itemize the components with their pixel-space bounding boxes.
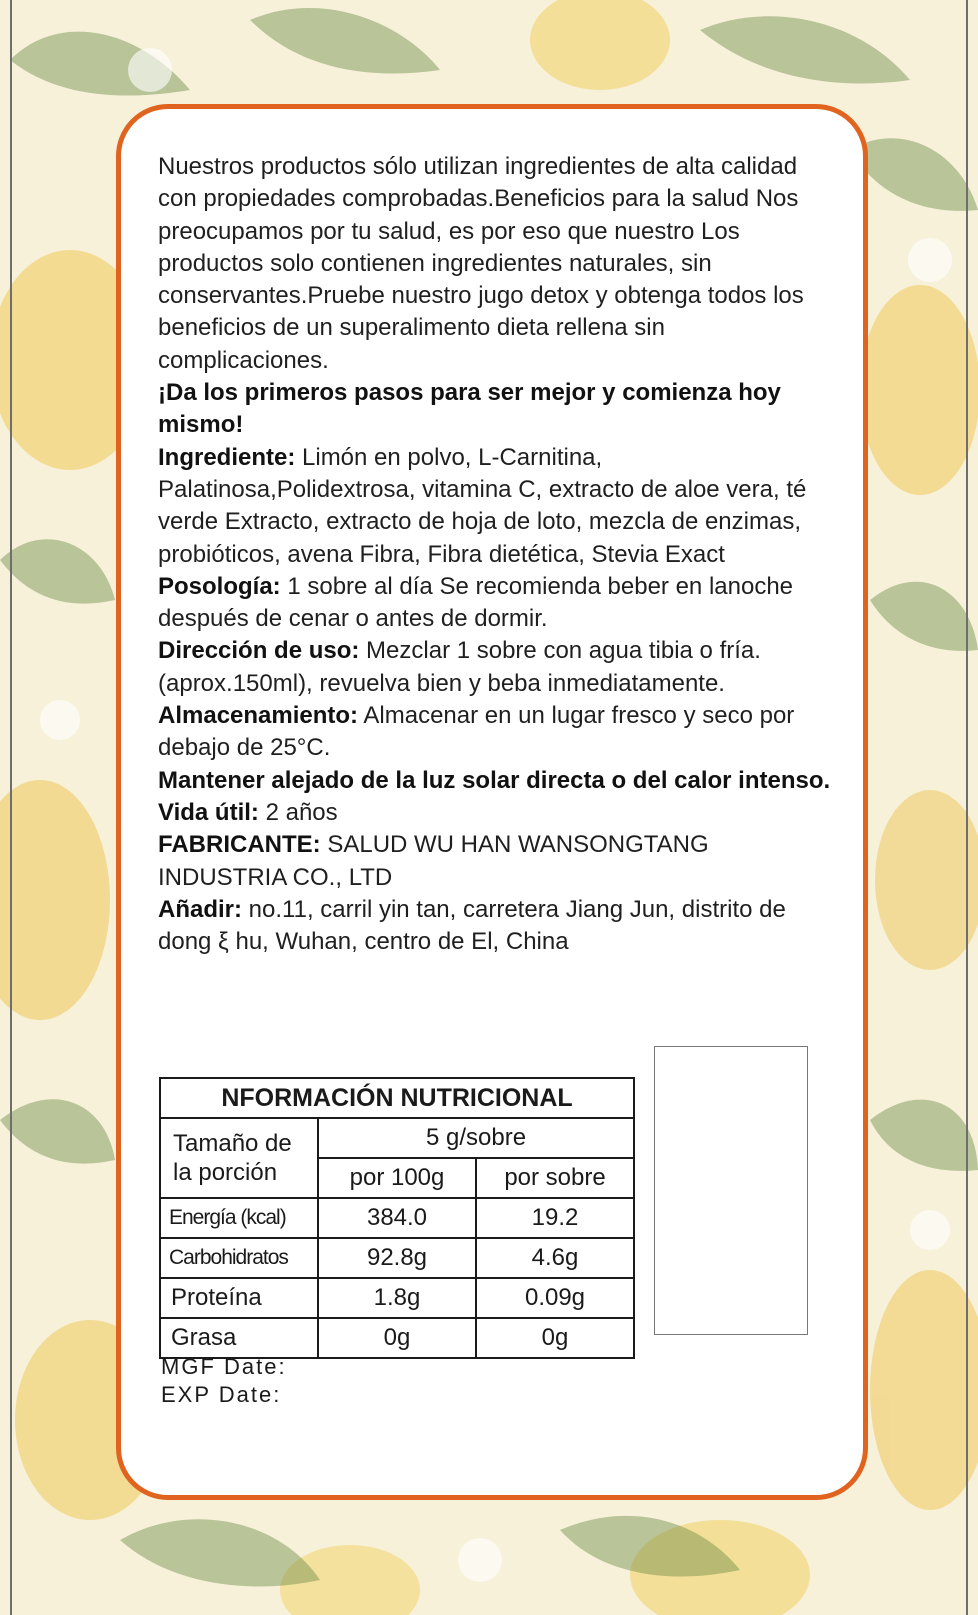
row-label: Proteína (160, 1278, 318, 1318)
nutrition-title: NFORMACIÓN NUTRICIONAL (160, 1078, 634, 1118)
nutrition-table (159, 1077, 635, 1359)
product-text (158, 151, 838, 958)
address: Añadir: no.11, carril yin tan, carretera Jiang Jun, distrito de dong ξ hu, Wuhan, centro de El, China (158, 895, 786, 956)
left-frame-line (10, 0, 12, 1615)
storage: Almacenamiento: Almacenar en un lugar fresco y seco por debajo de 25°C. (158, 702, 795, 762)
serving-size-label: Tamaño de la porción (160, 1118, 318, 1198)
table-row (160, 1198, 634, 1238)
table-row (160, 1318, 634, 1358)
cell-per-100g: 384.0 (318, 1198, 476, 1238)
cell-per-sachet: 0.09g (476, 1278, 634, 1318)
table-row (160, 1278, 634, 1318)
cell-per-100g: 0g (318, 1318, 476, 1358)
expiry-date-label: EXP Date: (161, 1382, 282, 1407)
intro-text: Nuestros productos sólo utilizan ingredientes de alta calidad con propiedades comprobadas.Beneficios para la salud Nos preocupamos por tu salud, es por eso que nuestro Los productos solo contienen ingredientes naturales, sin conservantes.Pruebe nuestro jugo detox y obtenga todos los beneficios de un superalimento dieta rellena sin complicaciones. (158, 153, 804, 374)
cell-per-sachet: 19.2 (476, 1198, 634, 1238)
row-label: Carbohidratos (160, 1238, 318, 1278)
cell-per-sachet: 4.6g (476, 1238, 634, 1278)
shelf-life: Vida útil: 2 años (158, 798, 338, 826)
cell-per-100g: 92.8g (318, 1238, 476, 1278)
column-per-sachet: por sobre (476, 1158, 634, 1198)
right-frame-line (966, 0, 968, 1615)
row-label: Grasa (160, 1318, 318, 1358)
row-label: Energía (kcal) (160, 1198, 318, 1238)
dosage: Posología: 1 sobre al día Se recomienda beber en lanoche después de cenar o antes de dormir. (158, 572, 794, 633)
cell-per-100g: 1.8g (318, 1278, 476, 1318)
manufacturer: FABRICANTE: SALUD WU HAN WANSONGTANG INDUSTRIA CO., LTD (158, 831, 709, 891)
barcode-placeholder-box (654, 1046, 808, 1335)
sun-warning: Mantener alejado de la luz solar directa o del calor intenso. (158, 766, 831, 794)
cell-per-sachet: 0g (476, 1318, 634, 1358)
usage: Dirección de uso: Mezclar 1 sobre con agua tibia o fría.(aprox.150ml), revuelva bien y beba inmediatamente. (158, 637, 761, 697)
dates-block (161, 1353, 287, 1409)
serving-size-value: 5 g/sobre (318, 1118, 634, 1158)
manufacture-date-label: MGF Date: (161, 1354, 287, 1379)
slogan: ¡Da los primeros pasos para ser mejor y comienza hoy mismo! (158, 379, 781, 439)
column-per-100g: por 100g (318, 1158, 476, 1198)
ingredients: Ingrediente: Limón en polvo, L-Carnitina, Palatinosa,Polidextrosa, vitamina C, extracto de aloe vera, té verde Extracto, extracto de hoja de loto, mezcla de enzimas, probióticos, avena Fibra, Fibra dietética, Stevia Exact (158, 443, 807, 568)
label-card (116, 104, 868, 1500)
table-row (160, 1238, 634, 1278)
